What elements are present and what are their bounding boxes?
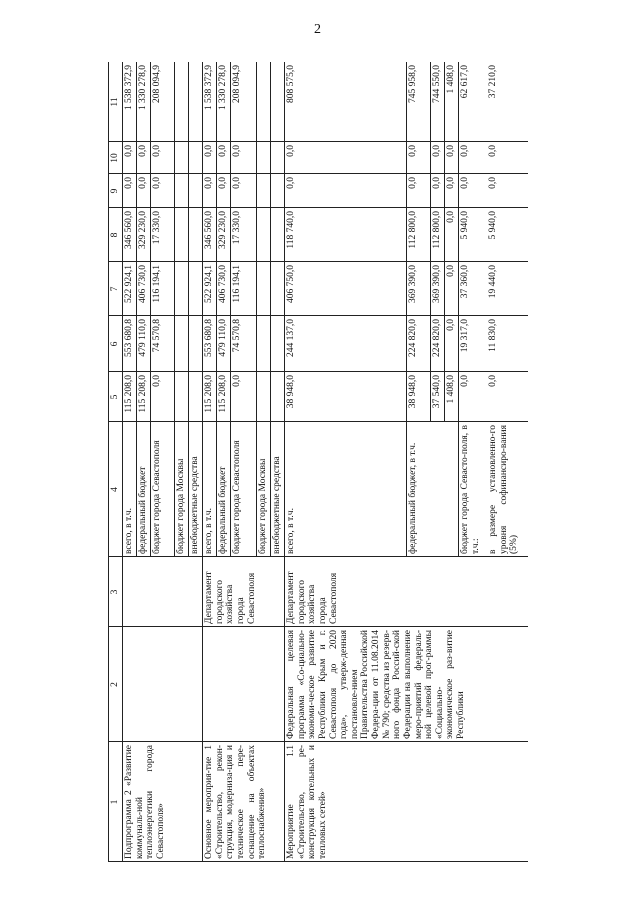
table-cell-col7: 369 390,0 (432, 265, 442, 303)
table-cell-col8: 346 560,0 (204, 211, 214, 249)
row-border (108, 62, 109, 862)
table-cell-col9: 0,0 (460, 177, 470, 189)
subprogram-title: Подпрограмма 2 «Развитие коммуналь-ной теплоэнергетики города Севастополя» (124, 745, 166, 859)
table-cell-col10: 0,0 (460, 145, 470, 157)
table-cell-col4: всего, в т.ч. (204, 508, 214, 554)
table-cell-col11: 62 617,0 (460, 65, 470, 99)
table-cell-col7: 522 924,1 (124, 265, 134, 303)
table-cell-col6: 479 110,0 (218, 319, 228, 357)
row-border (256, 62, 257, 557)
table-cell-col11: 744 550,0 (432, 65, 442, 103)
table-cell-col11: 1 538 372,9 (204, 65, 214, 111)
table-cell-col8: 112 800,0 (432, 211, 442, 249)
table-cell-col10: 0,0 (232, 145, 242, 157)
table-cell-col5: 115 208,0 (204, 375, 214, 413)
table-cell-col8: 17 330,0 (232, 211, 242, 245)
table-cell-col6: 19 317,0 (460, 319, 470, 353)
table-cell-col9: 0,0 (232, 177, 242, 189)
table-cell-col8: 329 230,0 (218, 211, 228, 249)
table-cell-col5: 38 948,0 (408, 375, 418, 409)
column-border (108, 315, 528, 316)
table-cell-col8: 346 560,0 (124, 211, 134, 249)
table-cell-col4: бюджет города Москвы (176, 458, 186, 554)
table-cell-col8: 329 230,0 (138, 211, 148, 249)
row-border (444, 62, 445, 422)
row-border (136, 62, 137, 557)
table-cell-col6: 224 820,0 (408, 319, 418, 357)
table-cell-col9: 0,0 (204, 177, 214, 189)
table-cell-col5: 0,0 (152, 375, 162, 387)
table-cell-col4: федеральный бюджет, в т.ч. (408, 442, 418, 554)
table-cell-col9: 0,0 (152, 177, 162, 189)
row-border (458, 62, 459, 557)
table-cell-col4: бюджет города Севастополя (152, 440, 162, 554)
header-cell-10: 10 (110, 153, 120, 163)
table-cell-col11: 1 330 278,0 (138, 65, 148, 111)
table-cell-col9: 0,0 (218, 177, 228, 189)
table-cell-col7: 406 730,0 (218, 265, 228, 303)
table-cell-col6: 74 570,8 (152, 319, 162, 353)
responsible-department: Департамент городского хозяйства города Севастополя (204, 571, 257, 624)
table-cell-col9: 0,0 (488, 177, 498, 189)
row-border (174, 62, 175, 557)
table-cell-col10: 0,0 (152, 145, 162, 157)
table-cell-col7: 0,0 (446, 265, 456, 277)
rotated-table-wrapper (108, 62, 528, 862)
table-cell-col7: 406 730,0 (138, 265, 148, 303)
header-cell-4: 4 (110, 487, 120, 492)
table-cell-col10: 0,0 (446, 145, 456, 157)
table-cell-col4: бюджет города Севастополя (232, 440, 242, 554)
table-cell-col10: 0,0 (124, 145, 134, 157)
column-border (108, 207, 528, 208)
table-cell-col11: 808 575,0 (286, 65, 296, 103)
table-cell-col10: 0,0 (204, 145, 214, 157)
table-cell-col5: 0,0 (488, 375, 498, 387)
table-cell-col4: бюджет города Севасто-поля, в т.ч.: (460, 425, 481, 554)
table-cell-col6: 0,0 (446, 319, 456, 331)
row-border (406, 62, 407, 557)
table-cell-col6: 11 830,0 (488, 319, 498, 352)
row-border (216, 62, 217, 557)
header-cell-1: 1 (110, 799, 120, 805)
main-activity-title: Основное мероприя-тие 1 «Строительство, рекон-струкция, модерниза-ция и техническое пере-оснащение на объектах теплоснабжения» (204, 745, 268, 859)
table-cell-col7: 369 390,0 (408, 265, 418, 303)
table-cell-col8: 17 330,0 (152, 211, 162, 245)
table-cell-col11: 208 094,9 (152, 65, 162, 103)
activity-title: Мероприятие 1.1 «Строительство, ре-конструкция котельных и тепловых сетей» (286, 745, 328, 859)
table-cell-col5: 38 948,0 (286, 375, 296, 409)
table-cell-col7: 19 440,0 (488, 265, 498, 299)
row-border (270, 62, 271, 557)
table-cell-col5: 115 208,0 (218, 375, 228, 413)
table-cell-col9: 0,0 (432, 177, 442, 189)
table-cell-col6: 553 680,8 (124, 319, 134, 357)
table-cell-col9: 0,0 (286, 177, 296, 189)
column-border (108, 261, 528, 262)
column-border (108, 556, 528, 557)
table-cell-col11: 37 210,0 (488, 65, 498, 99)
header-cell-3: 3 (110, 589, 120, 595)
table-cell-col6: 553 680,8 (204, 319, 214, 357)
table-cell-col11: 1 408,0 (446, 65, 456, 94)
table-cell-col6: 224 820,0 (432, 319, 442, 357)
table-cell-col8: 5 940,0 (460, 211, 470, 240)
table-cell-col9: 0,0 (138, 177, 148, 189)
table-cell-col4: бюджет города Москвы (258, 458, 268, 554)
responsible-department: Департамент городского хозяйства города Севастополя (286, 571, 339, 624)
table-cell-col10: 0,0 (488, 145, 498, 157)
table-cell-col10: 0,0 (286, 145, 296, 157)
table-cell-col10: 0,0 (408, 145, 418, 157)
table-cell-col7: 37 360,0 (460, 265, 470, 299)
header-cell-11: 11 (110, 97, 120, 107)
table-cell-col10: 0,0 (218, 145, 228, 157)
table-cell-col6: 479 110,0 (138, 319, 148, 357)
table-cell-col11: 1 330 278,0 (218, 65, 228, 111)
table-cell-col4: внебюджетные средства (190, 456, 200, 554)
table-cell-col11: 208 094,9 (232, 65, 242, 103)
column-border (108, 173, 528, 174)
table-cell-col5: 115 208,0 (124, 375, 134, 413)
row-border (230, 62, 231, 557)
table-cell-col4: всего, в т.ч. (124, 508, 134, 554)
table-cell-col6: 244 137,0 (286, 319, 296, 357)
column-border (108, 741, 528, 742)
table-cell-col9: 0,0 (446, 177, 456, 189)
table-cell-col8: 112 800,0 (408, 211, 418, 249)
header-cell-5: 5 (110, 394, 120, 400)
header-cell-7: 7 (110, 286, 120, 292)
table-cell-col7: 116 194,1 (232, 265, 242, 303)
table-cell-col4: внебюджетные средства (272, 456, 282, 554)
table-cell-col11: 745 958,0 (408, 65, 418, 103)
table-cell-col8: 0,0 (446, 211, 456, 223)
row-border (188, 62, 189, 557)
row-border (430, 62, 431, 422)
table-cell-col4: в размере установленно-го уровня софинансиро-вания (5%) (488, 425, 520, 554)
table-cell-col9: 0,0 (124, 177, 134, 189)
header-cell-2: 2 (110, 682, 120, 687)
table-cell-col6: 74 570,8 (232, 319, 242, 353)
row-border (284, 62, 285, 862)
table-cell-col4: федеральный бюджет (138, 466, 148, 554)
row-border (202, 62, 203, 862)
row-border (150, 62, 151, 557)
column-border (108, 861, 528, 862)
table-cell-col5: 115 208,0 (138, 375, 148, 413)
page-number: 2 (314, 22, 321, 37)
table-cell-col4: федеральный бюджет (218, 466, 228, 554)
table-cell-col5: 1 408,0 (446, 375, 456, 404)
table-cell-col10: 0,0 (432, 145, 442, 157)
column-border (108, 371, 528, 372)
table-cell-col7: 406 750,0 (286, 265, 296, 303)
header-cell-9: 9 (110, 188, 120, 194)
funding-source-description: Федеральная целевая программа «Со-циально-экономи-ческое развитие Республики Крым и г. Севастополя до 2020 года», утверж-денная постановле-нием Правительства Российской Федера-ции от 11.08.2014 № 790; средства из резерв-ного фонда Россий-ской Федерации на выполнение меро-приятий федераль-ной целевой прог-раммы «Социально-экономическое раз-витие Республики (286, 630, 466, 739)
column-border (108, 141, 528, 142)
column-border (108, 421, 528, 422)
table-cell-col8: 5 940,0 (488, 211, 498, 240)
table-cell-col5: 0,0 (460, 375, 470, 387)
table-cell-col4: всего, в т.ч. (286, 508, 296, 554)
table-cell-col7: 522 924,1 (204, 265, 214, 303)
table-cell-col9: 0,0 (408, 177, 418, 189)
column-border (108, 626, 528, 627)
table-cell-col8: 118 740,0 (286, 211, 296, 249)
budget-table (108, 62, 528, 862)
header-cell-8: 8 (110, 232, 120, 238)
table-cell-col7: 116 194,1 (152, 265, 162, 303)
header-cell-6: 6 (110, 341, 120, 347)
table-cell-col5: 37 540,0 (432, 375, 442, 409)
table-cell-col11: 1 538 372,9 (124, 65, 134, 111)
table-cell-col5: 0,0 (232, 375, 242, 387)
table-cell-col10: 0,0 (138, 145, 148, 157)
